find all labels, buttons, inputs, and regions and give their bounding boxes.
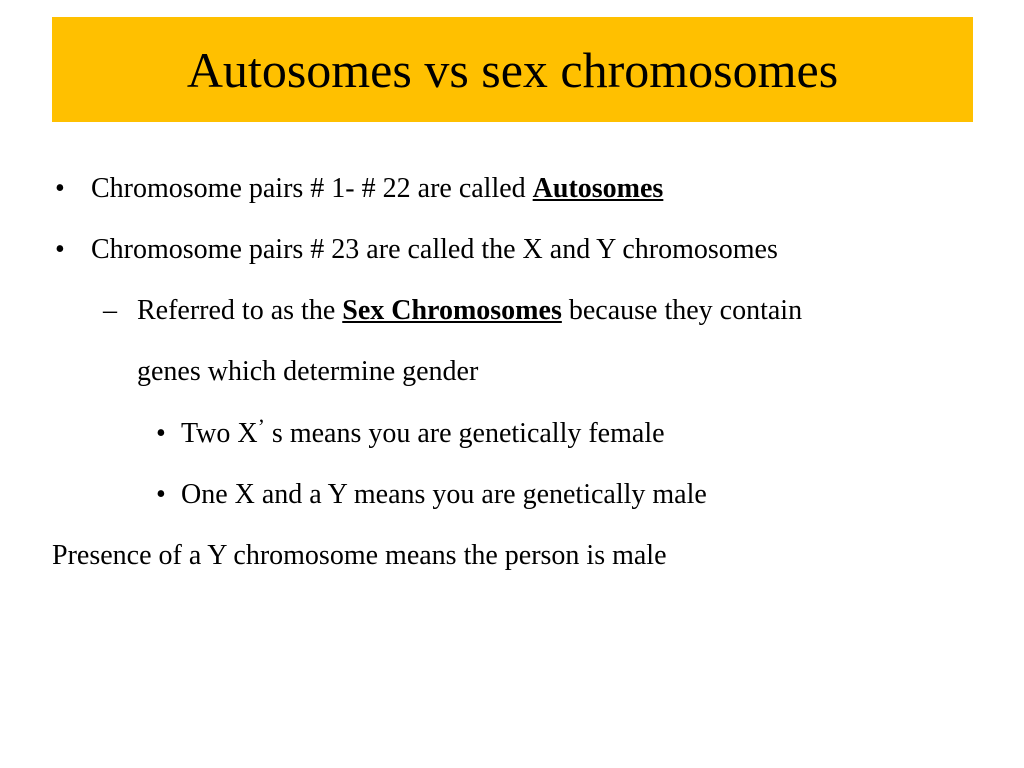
apostrophe: ’	[257, 414, 265, 439]
small-bullet-marker: •	[156, 418, 166, 449]
sub-bullet-text: Referred to as the	[137, 295, 343, 326]
sub-bullet-sex-chromosomes	[137, 297, 802, 325]
conclusion-text: Presence of a Y chromosome means the person is male	[52, 540, 667, 571]
sub-bullet-continuation: genes which determine gender	[137, 356, 479, 387]
subsub-bullet-text: One X and a Y means you are genetically male	[181, 479, 707, 510]
bullet-text: Chromosome pairs # 23 are called the X and Y chromosomes	[91, 234, 778, 265]
bullet-marker: •	[55, 173, 65, 204]
small-bullet-marker: •	[156, 479, 166, 510]
subsub-bullet-text-after: s means you are genetically female	[264, 418, 665, 449]
emphasis-autosomes: Autosomes	[532, 173, 664, 204]
bullet-text: Chromosome pairs # 1- # 22 are called	[91, 173, 533, 204]
title-banner	[52, 17, 973, 122]
bullet-autosomes	[91, 175, 663, 203]
subsub-bullet-male	[181, 481, 707, 509]
bullet-pair-23	[91, 236, 778, 264]
sub-bullet-text-after: because they contain	[561, 295, 803, 326]
emphasis-sex-chromosomes: Sex Chromosomes	[342, 295, 562, 326]
dash-marker: –	[103, 295, 117, 326]
subsub-bullet-text: Two X	[181, 418, 258, 449]
subsub-bullet-female	[181, 414, 665, 449]
slide-title: Autosomes vs sex chromosomes	[186, 41, 839, 98]
bullet-marker: •	[55, 234, 65, 265]
